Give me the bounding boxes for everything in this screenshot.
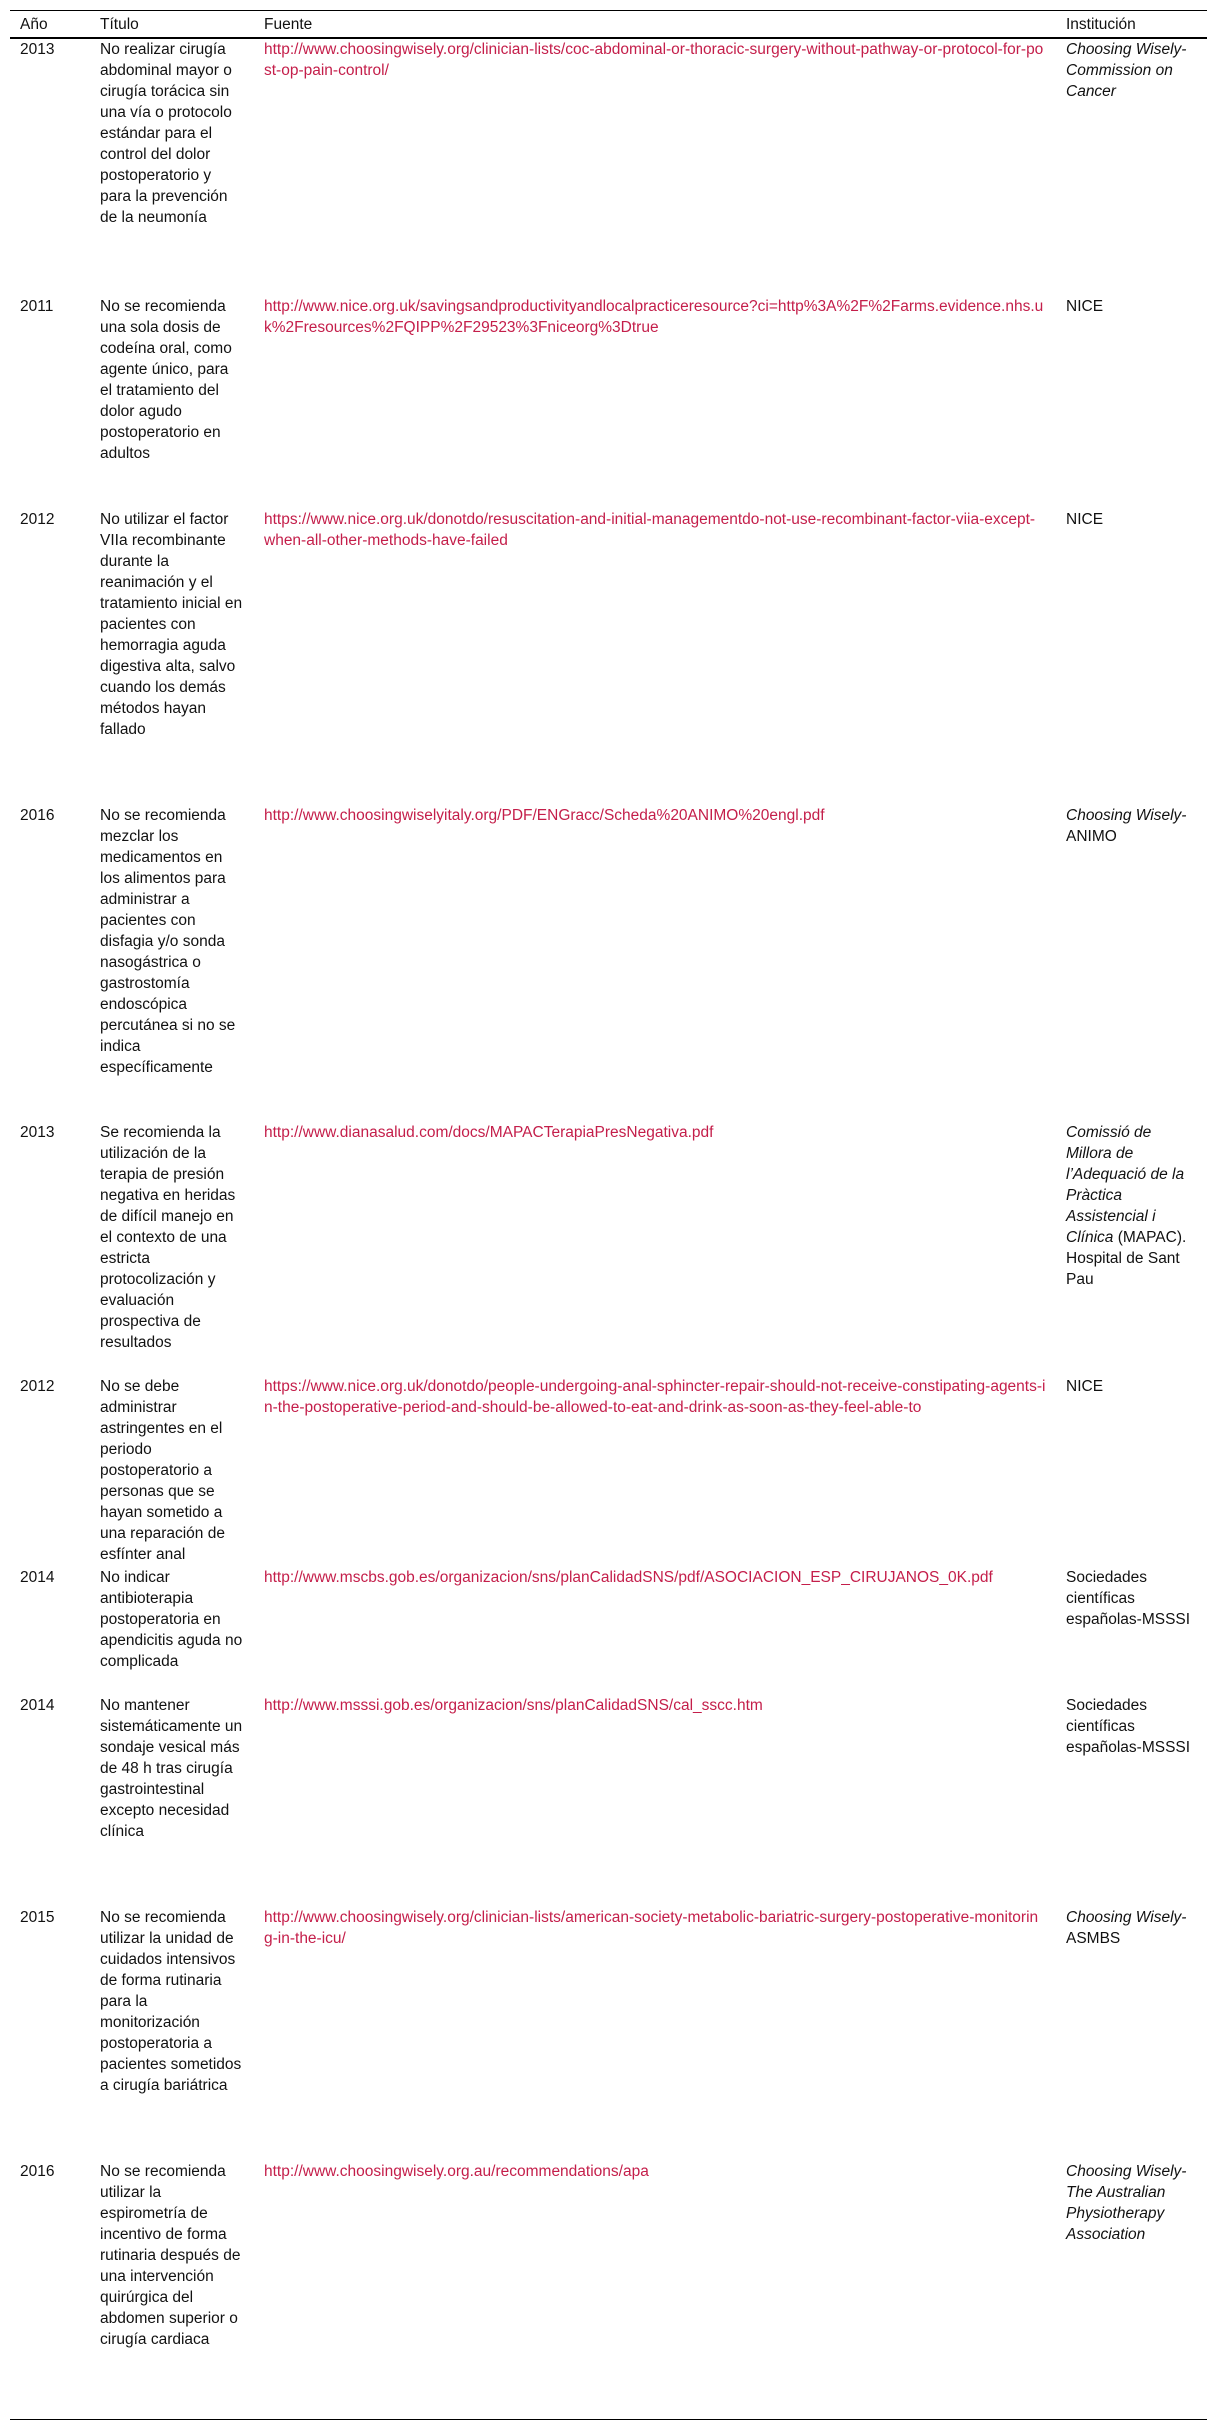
- table-row: [10, 509, 1207, 805]
- cell-institution: [1056, 1907, 1207, 2161]
- cell-institution: [1056, 38, 1207, 296]
- cell-institution: [1056, 1376, 1207, 1567]
- cell-year: 2013: [20, 1124, 55, 1141]
- table-row: [10, 805, 1207, 1122]
- cell-source: [254, 1376, 1056, 1567]
- cell-title: No se recomienda mezclar los medicamentos en los alimentos para administrar a pacientes con disfagia y/o sonda nasogástrica o gastrostomía endoscópica percutánea si no se indica específicamente: [100, 807, 236, 1076]
- institution-italic: Choosing Wisely-Commission on Cancer: [1066, 41, 1187, 100]
- institution-plain: Sociedades científicas españolas-MSSSI: [1066, 1569, 1191, 1628]
- cell-source: [254, 1567, 1056, 1695]
- cell-title: No se recomienda utilizar la espirometría de incentivo de forma rutinaria después de una intervención quirúrgica del abdomen superior o cirugía cardiaca: [90, 2161, 254, 2419]
- table-header-row: [10, 11, 1207, 39]
- cell-institution: [1056, 2161, 1207, 2419]
- institution-italic: Comissió de Millora de l’Adequació de la Pràctica Assistencial i Clínica: [1066, 1124, 1185, 1246]
- cell-title: No mantener sistemáticamente un sondaje vesical más de 48 h tras cirugía gastrointestinal excepto necesidad clínica: [100, 1697, 243, 1840]
- source-link[interactable]: http://www.nice.org.uk/savingsandproductivityandlocalpracticeresource?ci=http%3A%2F%2Farms.evidence.nhs.uk%2Fresources%2FQIPP%2F29523%3Fniceorg%3Dtrue: [264, 298, 1044, 336]
- cell-source: [254, 509, 1056, 805]
- table-row: [10, 1567, 1207, 1695]
- cell-institution: [1056, 296, 1207, 509]
- table-row: [10, 1122, 1207, 1376]
- cell-year: 2012: [20, 511, 55, 528]
- source-link[interactable]: http://www.msssi.gob.es/organizacion/sns/planCalidadSNS/cal_sscc.htm: [264, 1697, 763, 1714]
- institution-plain: (MAPAC). Hospital de Sant Pau: [1066, 1229, 1187, 1288]
- institution-italic: Choosing Wisely-: [1066, 807, 1187, 824]
- cell-title: No se recomienda una sola dosis de codeína oral, como agente único, para el tratamiento del dolor agudo postoperatorio en adultos: [100, 298, 232, 462]
- col-header-title: Título: [90, 11, 254, 39]
- cell-year: 2014: [20, 1697, 55, 1714]
- col-header-institution: Institución: [1056, 11, 1207, 39]
- institution-plain: NICE: [1066, 1378, 1104, 1395]
- cell-year: 2016: [20, 807, 55, 824]
- cell-source: [254, 1695, 1056, 1907]
- cell-year: 2012: [20, 1378, 55, 1395]
- table-row: [10, 296, 1207, 509]
- institution-plain: NICE: [1066, 298, 1104, 315]
- table-row: [10, 1695, 1207, 1907]
- cell-year: 2015: [20, 1909, 55, 1926]
- recommendations-table: [10, 10, 1207, 2420]
- institution-plain: ANIMO: [1066, 828, 1117, 845]
- cell-source: [254, 1907, 1056, 2161]
- cell-year: 2011: [20, 298, 54, 315]
- col-header-year: Año: [10, 11, 90, 39]
- source-link[interactable]: http://www.mscbs.gob.es/organizacion/sns/planCalidadSNS/pdf/ASOCIACION_ESP_CIRUJANOS_0K.pdf: [264, 1569, 993, 1586]
- cell-source: [254, 2161, 1056, 2419]
- cell-source: [254, 296, 1056, 509]
- source-link[interactable]: https://www.nice.org.uk/donotdo/people-undergoing-anal-sphincter-repair-should-not-receive-constipating-agents-in-the-postoperative-period-and-should-be-allowed-to-eat-and-drink-as-soon-as-they-feel-able-to: [264, 1378, 1046, 1416]
- source-link[interactable]: http://www.dianasalud.com/docs/MAPACTerapiaPresNegativa.pdf: [264, 1124, 714, 1141]
- cell-year: 2013: [20, 41, 55, 58]
- institution-italic: Choosing Wisely-: [1066, 1909, 1187, 1926]
- source-link[interactable]: https://www.nice.org.uk/donotdo/resuscitation-and-initial-managementdo-not-use-recombinant-factor-viia-except-when-all-other-methods-have-failed: [264, 511, 1036, 549]
- cell-institution: [1056, 805, 1207, 1122]
- cell-institution: [1056, 509, 1207, 805]
- table-row: [10, 2161, 1207, 2419]
- cell-title: No se recomienda utilizar la unidad de cuidados intensivos de forma rutinaria para la monitorización postoperatoria a pacientes sometidos a cirugía bariátrica: [100, 1909, 242, 2094]
- cell-title: Se recomienda la utilización de la terapia de presión negativa en heridas de difícil manejo en el contexto de una estricta protocolización y evaluación prospectiva de resultados: [100, 1124, 236, 1351]
- source-link[interactable]: http://www.choosingwisely.org/clinician-lists/american-society-metabolic-bariatric-surgery-postoperative-monitoring-in-the-icu/: [264, 1909, 1039, 1947]
- cell-source: [254, 38, 1056, 296]
- cell-year: 2016: [10, 2161, 90, 2419]
- institution-plain: ASMBS: [1066, 1930, 1121, 1947]
- cell-title: No se debe administrar astringentes en el periodo postoperatorio a personas que se hayan sometido a una reparación de esfínter anal: [100, 1378, 225, 1563]
- cell-source: [254, 805, 1056, 1122]
- table-row: [10, 1907, 1207, 2161]
- table-row: [10, 1376, 1207, 1567]
- col-header-source: Fuente: [254, 11, 1056, 39]
- cell-title: No indicar antibioterapia postoperatoria en apendicitis aguda no complicada: [100, 1569, 243, 1670]
- cell-institution: [1056, 1695, 1207, 1907]
- institution-italic: Choosing Wisely-The Australian Physiotherapy Association: [1066, 2163, 1187, 2243]
- table-row: [10, 38, 1207, 296]
- source-link[interactable]: http://www.choosingwisely.org.au/recommendations/apa: [264, 2163, 649, 2180]
- source-link[interactable]: http://www.choosingwiselyitaly.org/PDF/ENGracc/Scheda%20ANIMO%20engl.pdf: [264, 807, 825, 824]
- institution-plain: NICE: [1066, 511, 1104, 528]
- cell-year: 2014: [20, 1569, 55, 1586]
- cell-title: No utilizar el factor VIIa recombinante durante la reanimación y el tratamiento inicial en pacientes con hemorragia aguda digestiva alta, salvo cuando los demás métodos hayan fallado: [100, 511, 243, 738]
- cell-institution: [1056, 1122, 1207, 1376]
- source-link[interactable]: http://www.choosingwisely.org/clinician-lists/coc-abdominal-or-thoracic-surgery-without-pathway-or-protocol-for-post-op-pain-control/: [264, 41, 1044, 79]
- cell-title: No realizar cirugía abdominal mayor o cirugía torácica sin una vía o protocolo estándar para el control del dolor postoperatorio y para la prevención de la neumonía: [100, 41, 232, 226]
- cell-source: [254, 1122, 1056, 1376]
- cell-institution: [1056, 1567, 1207, 1695]
- institution-plain: Sociedades científicas españolas-MSSSI: [1066, 1697, 1191, 1756]
